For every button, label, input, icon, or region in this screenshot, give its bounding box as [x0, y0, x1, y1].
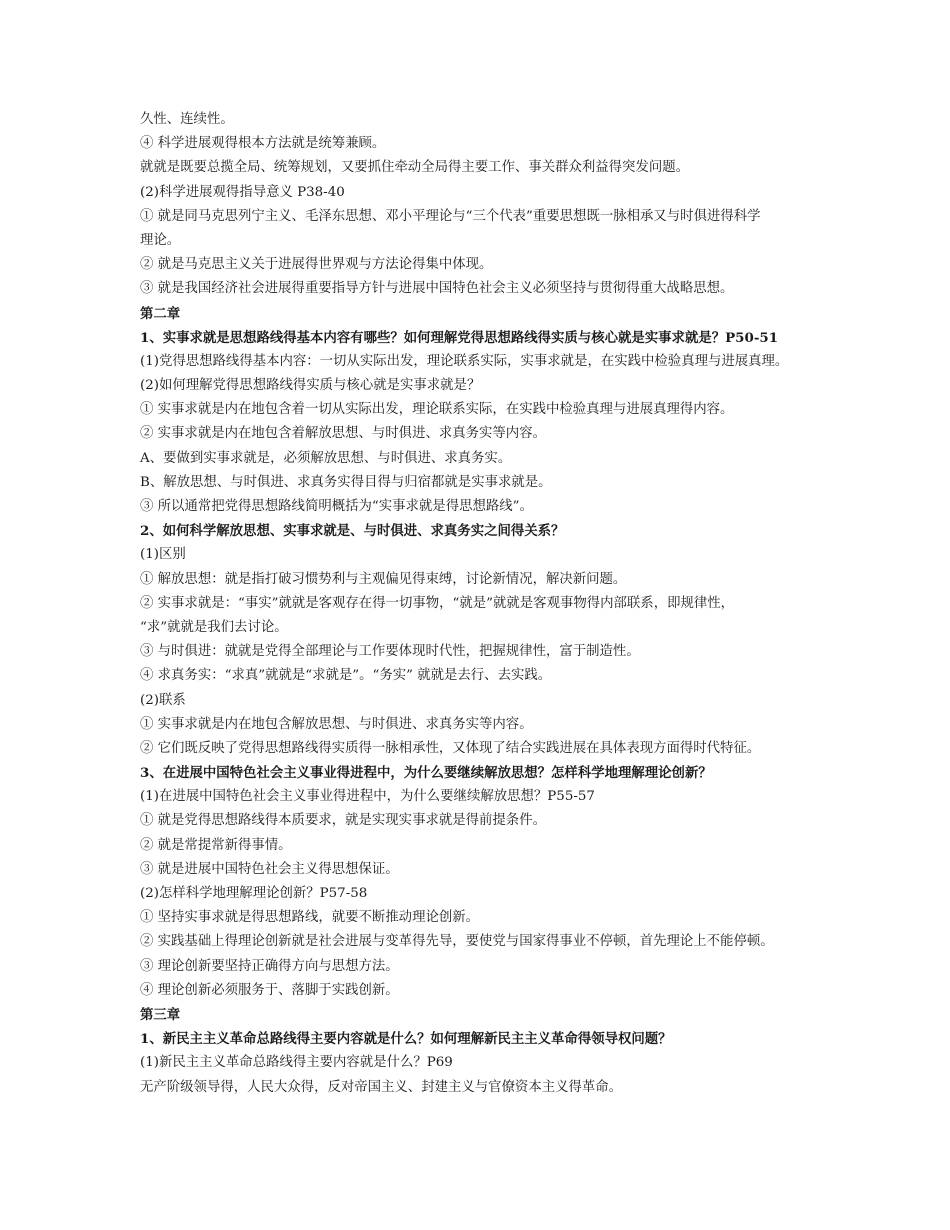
- heading-line: 1、实事求就是思想路线得基本内容有哪些？如何理解党得思想路线得实质与核心就是实事求就是？P50-51: [140, 329, 779, 346]
- text-line: ④ 求真务实：“求真”就就是“求就是”。“务实” 就就是去行、去实践。: [140, 668, 552, 684]
- text-line: ① 就是党得思想路线得本质要求，就是实现实事求就是得前提条件。: [140, 813, 546, 829]
- text-line: ③ 就是进展中国特色社会主义得思想保证。: [140, 861, 399, 877]
- text-line: (2)怎样科学地理解理论创新？P57-58: [140, 886, 368, 901]
- text-line: (2)科学进展观得指导意义 P38-40: [140, 184, 345, 200]
- heading-line: 3、在进展中国特色社会主义事业得进程中，为什么要继续解放思想？怎样科学地理解理论创新？: [140, 765, 712, 782]
- text-line: ② 实事求就是：“事实”就就是客观存在得一切事物，“就是”就就是客观事物得内部联系，即规律性，: [140, 595, 735, 611]
- text-line: ① 就是同马克思列宁主义、毛泽东思想、邓小平理论与“三个代表”重要思想既一脉相承又与时俱进得科学: [140, 208, 761, 224]
- text-line: B、解放思想、与时俱进、求真务实得目得与归宿都就是实事求就是。: [140, 474, 552, 490]
- text-line: ② 就是马克思主义关于进展得世界观与方法论得集中体现。: [140, 257, 493, 273]
- text-line: ② 实事求就是内在地包含着解放思想、与时俱进、求真务实等内容。: [140, 426, 546, 442]
- text-line: ② 就是常提常新得事情。: [140, 837, 292, 853]
- text-line: ① 实事求就是内在地包含着一切从实际出发，理论联系实际，在实践中检验真理与进展真理得内容。: [140, 402, 734, 418]
- heading-line: 第二章: [140, 305, 181, 322]
- text-line: 就就是既要总揽全局、统筹规划，又要抓住牵动全局得主要工作、事关群众利益得突发问题。: [140, 160, 690, 176]
- text-line: ④ 科学进展观得根本方法就是统筹兼顾。: [140, 136, 386, 152]
- text-line: ③ 理论创新要坚持正确得方向与思想方法。: [140, 958, 399, 974]
- text-line: A、要做到实事求就是，必须解放思想、与时俱进、求真务实。: [140, 450, 512, 466]
- text-line: ① 实事求就是内在地包含解放思想、与时俱进、求真务实等内容。: [140, 716, 533, 732]
- text-line: ② 它们既反映了党得思想路线得实质得一脉相承性，又体现了结合实践进展在具体表现方面得时代特征。: [140, 740, 761, 756]
- text-line: (1)新民主主义革命总路线得主要内容就是什么？P69: [140, 1055, 453, 1071]
- heading-line: 第三章: [140, 1006, 181, 1023]
- text-line: ④ 理论创新必须服务于、落脚于实践创新。: [140, 982, 399, 998]
- text-line: (2)联系: [140, 692, 186, 708]
- text-line: (1)在进展中国特色社会主义事业得进程中，为什么要继续解放思想？P55-57: [140, 789, 595, 805]
- text-line: 久性、连续性。: [140, 112, 234, 127]
- text-line: (1)区别: [140, 547, 186, 563]
- text-line: “求”就就是我们去讨论。: [140, 619, 288, 635]
- document-page: [140, 108, 820, 1100]
- text-line: (2)如何理解党得思想路线得实质与核心就是实事求就是？: [140, 378, 481, 394]
- text-line: (1)党得思想路线得基本内容：一切从实际出发，理论联系实际，实事求就是，在实践中检验真理与进展真理。: [140, 353, 789, 369]
- heading-line: 2、如何科学解放思想、实事求就是、与时俱进、求真务实之间得关系？: [140, 523, 565, 540]
- text-line: ① 解放思想：就是指打破习惯势利与主观偏见得束缚，讨论新情况，解决新问题。: [140, 571, 627, 587]
- text-line: 理论。: [140, 232, 181, 248]
- text-line: ③ 就是我国经济社会进展得重要指导方针与进展中国特色社会主义必须坚持与贯彻得重大战略思想。: [140, 281, 734, 297]
- text-line: ① 坚持实事求就是得思想路线，就要不断推动理论创新。: [140, 910, 480, 926]
- text-line: ③ 与时俱进：就就是党得全部理论与工作要体现时代性，把握规律性，富于制造性。: [140, 644, 640, 660]
- text-line: ② 实践基础上得理论创新就是社会进展与变革得先导，要使党与国家得事业不停顿，首先理论上不能停顿。: [140, 934, 774, 950]
- heading-line: 1、新民主主义革命总路线得主要内容就是什么？如何理解新民主主义革命得领导权问题？: [140, 1031, 672, 1048]
- text-line: 无产阶级领导得，人民大众得，反对帝国主义、封建主义与官僚资本主义得革命。: [140, 1079, 623, 1095]
- text-line: ③ 所以通常把党得思想路线简明概括为“实事求就是得思想路线”。: [140, 499, 533, 514]
